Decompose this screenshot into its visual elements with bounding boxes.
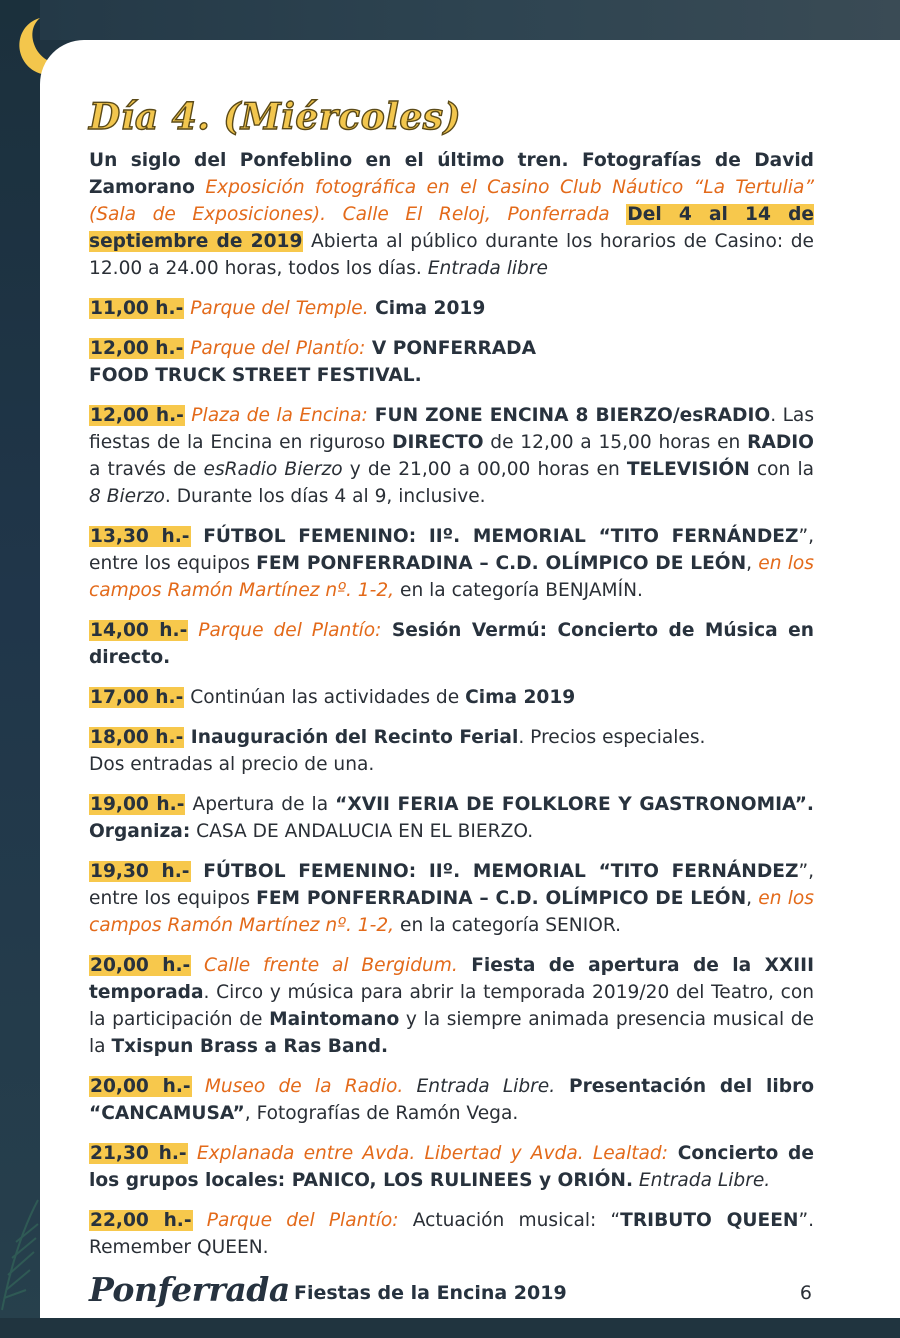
entry-text: Museo de la Radio. (191, 1076, 404, 1097)
entry-text: Parque del Plantío: (188, 620, 382, 641)
program-entry (89, 147, 814, 282)
program-entry (89, 1207, 814, 1261)
time-highlight: 20,00 h.- (90, 955, 191, 976)
entry-text: Presentación del libro “CANCAMUSA” (89, 1076, 815, 1124)
entry-text: Parque del Temple. (184, 298, 369, 319)
entry-text: de 12,00 a 15,00 horas en (483, 432, 748, 453)
page-number: 6 (799, 1282, 812, 1304)
entry-text: Un siglo del Ponfeblino en el último tren. Fotografías de David Zamorano (89, 150, 814, 198)
time-highlight: 21,30 h.- (90, 1143, 187, 1164)
program-entry (89, 684, 814, 711)
time-highlight: 11,00 h.- (90, 298, 184, 319)
page-footer (89, 1270, 814, 1320)
entry-text: . Circo y música para abrir la temporada 2019/20 del Teatro, con la participación de (89, 982, 814, 1030)
day-title: Día 4. (Miércoles) (89, 96, 462, 138)
time-highlight: 14,00 h.- (90, 620, 188, 641)
entry-text (610, 204, 627, 225)
entry-text: esRadio Bierzo (203, 459, 343, 480)
program-entry (89, 295, 814, 322)
entry-text: “XVII FERIA DE FOLKLORE Y GASTRONOMIA”. Organiza: (89, 794, 814, 842)
program-entry (89, 335, 814, 389)
program-entry (89, 791, 814, 845)
entry-text: Entrada Libre. (633, 1170, 771, 1191)
entry-text: Entrada Libre. (403, 1076, 556, 1097)
entry-text: ”, entre los equipos (89, 861, 814, 909)
entry-text: , Fotografías de Ramón Vega. (244, 1103, 519, 1124)
entry-text: FUN ZONE ENCINA 8 BIERZO/esRADIO (367, 405, 771, 426)
bottom-decorative-band (0, 1318, 900, 1338)
entry-text: . Durante los días 4 al 9, inclusive. (164, 486, 486, 507)
entry-text: 8 Bierzo (89, 486, 165, 507)
entry-text: DIRECTO (392, 432, 484, 453)
footer-subtitle: Fiestas de la Encina 2019 (294, 1282, 567, 1304)
entry-text: FEM PONFERRADINA – C.D. OLÍMPICO DE LEÓN (256, 888, 747, 909)
time-highlight: 20,00 h.- (90, 1076, 191, 1097)
entry-text: en la categoría SENIOR. (394, 915, 621, 936)
top-decorative-band (0, 0, 900, 40)
program-entry (89, 617, 814, 671)
entry-text: Sesión Vermú: Concierto de Música en directo. (89, 620, 815, 668)
program-entry (89, 952, 814, 1060)
entry-text: en los campos Ramón Martínez nº. 1-2, (89, 888, 814, 936)
program-entry (89, 1073, 814, 1127)
entry-text: Cima 2019 (368, 298, 486, 319)
time-highlight: 12,00 h.- (90, 405, 184, 426)
palm-leaf-icon (0, 1120, 40, 1320)
entry-text: Concierto de los grupos locales: PANICO, LOS RULINEES y ORIÓN. (89, 1143, 814, 1191)
entry-text: Fiesta de apertura de la XXIII temporada (89, 955, 814, 1003)
program-entry (89, 858, 814, 939)
program-entry (89, 724, 814, 778)
entry-text: CASA DE ANDALUCIA EN EL BIERZO. (190, 821, 534, 842)
entry-text: FÚTBOL FEMENINO: IIº. MEMORIAL “TITO FERNÁNDEZ (190, 861, 799, 882)
entry-text: , (746, 888, 759, 909)
entry-text (195, 177, 205, 198)
entry-text: ”. Remember QUEEN. (89, 1210, 815, 1258)
entry-text: Continúan las actividades de (184, 687, 466, 708)
entry-text: Inauguración del Recinto Ferial (184, 727, 519, 748)
entry-text: ”, entre los equipos (89, 526, 814, 574)
entry-text: Parque del Plantío: (192, 1210, 399, 1231)
entry-text: V PONFERRADA (365, 338, 536, 359)
time-highlight: 18,00 h.- (90, 727, 184, 748)
entries-list (89, 147, 814, 1261)
entry-text: , (746, 553, 759, 574)
entry-text: Calle frente al Bergidum. (191, 955, 458, 976)
time-highlight: 17,00 h.- (90, 687, 184, 708)
time-highlight: Del 4 al 14 de septiembre de 2019 (89, 204, 814, 252)
entry-text: TRIBUTO QUEEN (620, 1210, 799, 1231)
entry-text: Apertura de la (185, 794, 336, 815)
entry-text: Cima 2019 (465, 687, 576, 708)
brand-logo: Ponferrada (89, 1270, 290, 1309)
entry-text: FÚTBOL FEMENINO: IIº. MEMORIAL “TITO FERNÁNDEZ (190, 526, 799, 547)
entry-text: Exposición fotográfica en el Casino Club Náutico “La Tertulia” (Sala de Exposiciones). Calle El Reloj, Ponferrada (89, 177, 814, 225)
entry-text: en los campos Ramón Martínez nº. 1-2, (89, 553, 814, 601)
time-highlight: 22,00 h.- (90, 1210, 192, 1231)
entry-text: Explanada entre Avda. Libertad y Avda. Lealtad: (187, 1143, 668, 1164)
time-highlight: 12,00 h.- (90, 338, 184, 359)
entry-text: FEM PONFERRADINA – C.D. OLÍMPICO DE LEÓN (256, 553, 747, 574)
program-content (89, 95, 814, 1261)
entry-text: FOOD TRUCK STREET FESTIVAL. (89, 365, 422, 386)
entry-text: Parque del Plantío: (184, 338, 366, 359)
program-entry (89, 523, 814, 604)
entry-text: y la siempre animada presencia musical de la (89, 1009, 815, 1057)
program-entry (89, 402, 814, 510)
entry-text: Plaza de la Encina: (184, 405, 368, 426)
entry-text: con la (749, 459, 815, 480)
entry-text: Maintomano (269, 1009, 400, 1030)
entry-text: Dos entradas al precio de una. (89, 754, 375, 775)
entry-text: Txispun Brass a Ras Band. (111, 1036, 389, 1057)
time-highlight: 19,30 h.- (90, 861, 190, 882)
entry-text: RADIO (747, 432, 814, 453)
entry-text: Actuación musical: “ (398, 1210, 621, 1231)
entry-text: Entrada libre (427, 258, 548, 279)
time-highlight: 19,00 h.- (90, 794, 185, 815)
time-highlight: 13,30 h.- (90, 526, 190, 547)
program-entry (89, 1140, 814, 1194)
entry-text: a través de (89, 459, 204, 480)
entry-text: TELEVISIÓN (626, 459, 750, 480)
entry-text: y de 21,00 a 00,00 horas en (342, 459, 627, 480)
entry-text: Abierta al público durante los horarios de Casino: de 12.00 a 24.00 horas, todos los días. (89, 231, 814, 279)
entry-text: en la categoría BENJAMÍN. (394, 580, 643, 601)
entry-text: . Las fiestas de la Encina en riguroso (89, 405, 815, 453)
entry-text: . Precios especiales. (518, 727, 706, 748)
